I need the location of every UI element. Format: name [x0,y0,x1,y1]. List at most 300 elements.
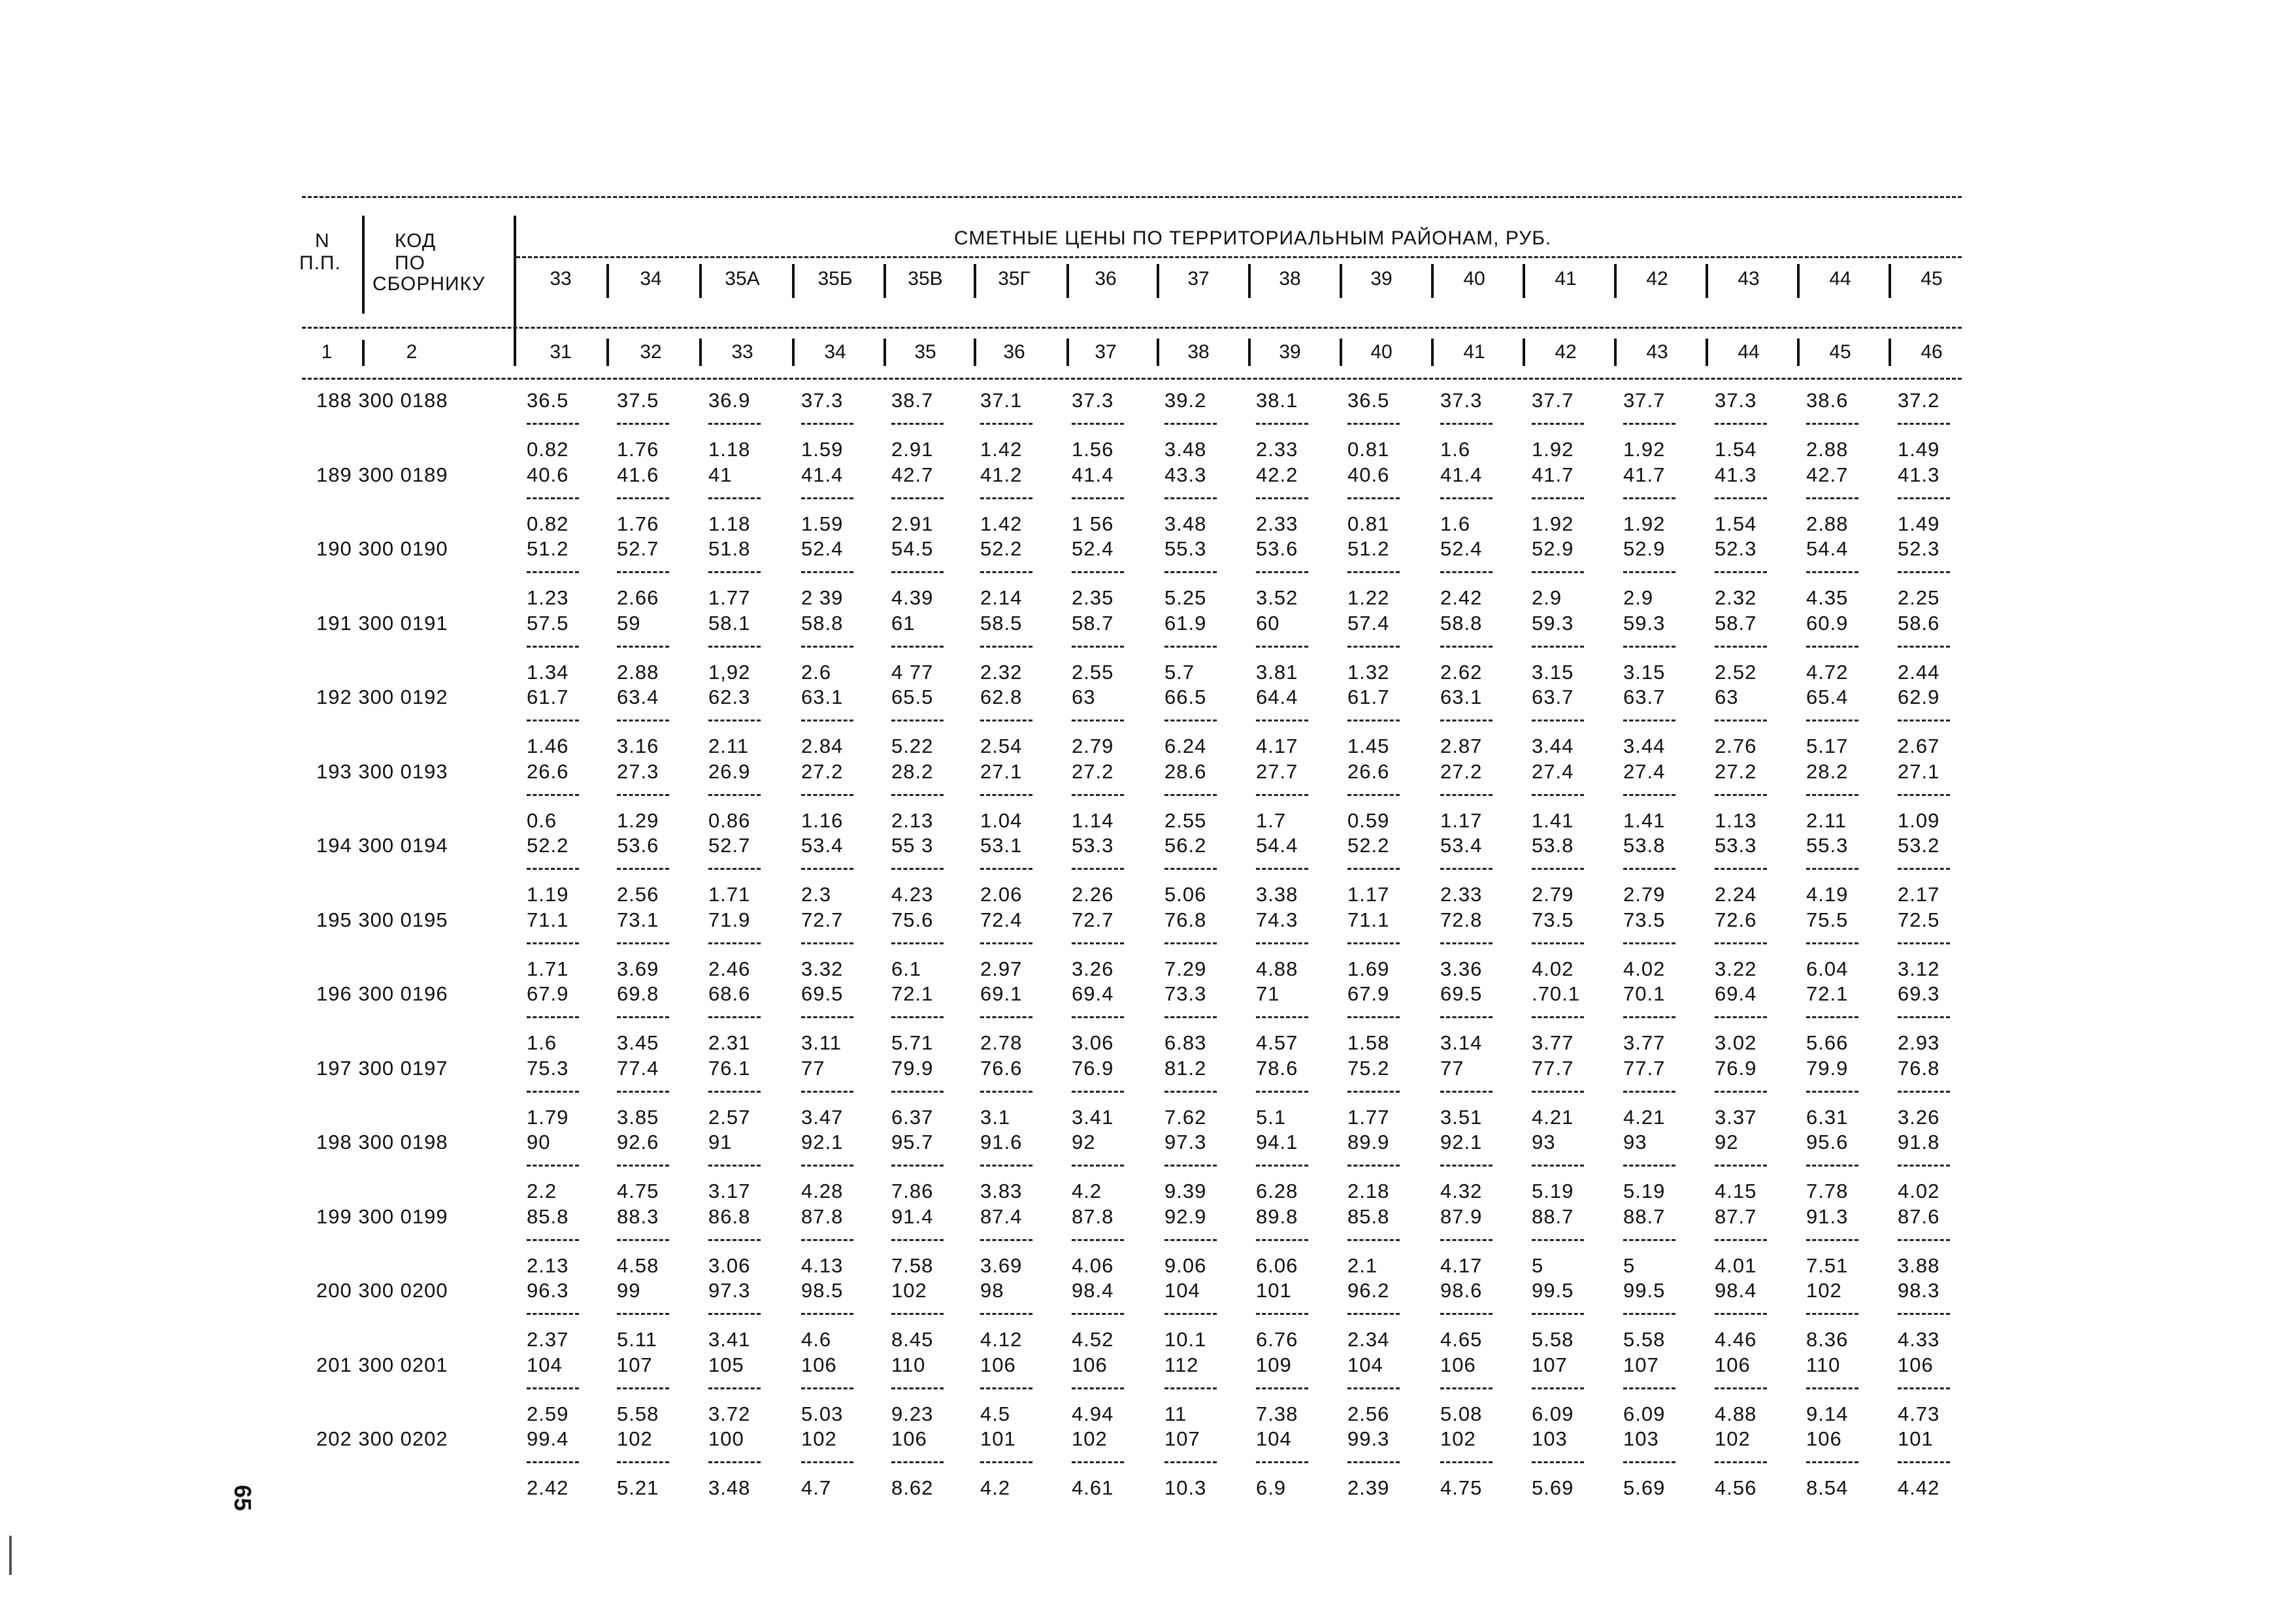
price-coefficient: 4.21 [1532,1105,1574,1129]
price-coefficient: 2.13 [527,1253,569,1277]
price-coefficient: 5.06 [1164,883,1207,906]
price-value: 37.1 [980,389,1023,412]
price-coefficient: 0.82 [527,512,569,535]
price-coefficient: 5.58 [1623,1328,1666,1351]
price-value: 110 [891,1353,926,1376]
price-coefficient: 2 39 [801,586,844,609]
price-value: 52.2 [527,834,569,857]
fraction-bar [1532,720,1584,721]
price-coefficient: 5.69 [1623,1476,1666,1499]
price-coefficient: 1.69 [1347,957,1390,980]
price-value: 91.8 [1898,1131,1940,1153]
price-value: 51.2 [1347,537,1390,560]
price-value: 106 [1072,1353,1108,1376]
price-coefficient: 2.32 [1715,586,1757,609]
district-header-6: 36 [1095,268,1117,290]
fraction-bar [1806,794,1858,796]
price-value: 76.8 [1898,1056,1940,1080]
price-coefficient: 6.9 [1256,1476,1287,1499]
fraction-bar [891,423,944,425]
price-value: 26.6 [1347,759,1390,783]
price-coefficient: 4.42 [1898,1476,1940,1499]
district-header-10: 40 [1463,268,1485,290]
price-value: 38.6 [1806,389,1849,412]
price-value: 37.3 [1440,389,1483,412]
price-value: 102 [801,1427,837,1450]
price-coefficient: 1.34 [527,660,569,684]
price-coefficient: 2.87 [1440,735,1483,757]
fraction-bar [980,646,1032,648]
price-value: 27.7 [1256,759,1298,783]
fraction-bar [980,942,1032,944]
fraction-bar [527,1239,579,1241]
price-coefficient: 1.18 [708,512,751,535]
price-value: 107 [1532,1353,1568,1376]
fraction-bar [1898,646,1950,648]
column-separator [883,264,886,298]
fraction-bar [1072,1239,1124,1241]
price-coefficient: 3.77 [1623,1031,1666,1054]
price-coefficient: 1.6 [1440,438,1471,461]
fraction-bar [1715,942,1767,944]
index-header-15: 46 [1921,341,1943,363]
price-value: 58.6 [1898,611,1940,635]
fraction-bar [1532,571,1584,573]
fraction-bar [617,1165,669,1167]
fraction-bar [980,1239,1032,1241]
price-value: 87.8 [801,1204,844,1228]
price-value: 53.1 [980,834,1023,857]
fraction-bar [980,1091,1032,1093]
price-value: 92.1 [801,1131,844,1153]
price-value: 73.5 [1623,908,1666,931]
price-coefficient: 7.58 [891,1253,934,1277]
fraction-bar [1623,942,1675,944]
price-coefficient: 4.94 [1072,1402,1114,1425]
price-coefficient: 2.32 [980,660,1023,684]
fraction-bar [708,497,761,499]
fraction-bar [1256,571,1308,573]
price-value: 76.1 [708,1056,751,1080]
district-header-0: 33 [550,268,572,290]
fraction-bar [1623,1016,1675,1018]
price-value: 106 [980,1353,1016,1376]
fraction-bar [617,794,669,796]
price-value: 99.5 [1532,1279,1574,1302]
price-value: 53.4 [801,834,844,857]
price-value: 54.4 [1256,834,1298,857]
price-coefficient: 4.28 [801,1180,844,1202]
price-coefficient: 3.15 [1532,660,1574,684]
fraction-bar [1532,1239,1584,1241]
price-coefficient: 4.23 [891,883,934,906]
price-coefficient: 2.44 [1898,660,1940,684]
district-header-13: 43 [1738,268,1760,290]
fraction-bar [1164,571,1217,573]
price-value: 61.9 [1164,611,1207,635]
price-value: 69.5 [801,982,844,1005]
price-coefficient: 2.24 [1715,883,1757,906]
column-separator [1248,339,1251,366]
price-value: 41.7 [1623,463,1666,486]
price-value: 79.9 [1806,1056,1849,1080]
price-coefficient: 3.15 [1623,660,1666,684]
price-value: 67.9 [527,982,569,1005]
column-separator [1523,339,1525,366]
column-separator [1066,339,1069,366]
price-value: 75.2 [1347,1056,1390,1080]
fraction-bar [980,794,1032,796]
fraction-bar [617,1239,669,1241]
fraction-bar [708,1016,761,1018]
fraction-bar [708,423,761,425]
price-value: 64.4 [1256,686,1298,708]
index-header-14: 45 [1829,341,1851,363]
fraction-bar [1532,1313,1584,1315]
fraction-bar [617,1091,669,1093]
fraction-bar [1898,1165,1950,1167]
fraction-bar [1806,646,1858,648]
price-coefficient: 5.19 [1623,1180,1666,1202]
price-value: 27.1 [980,759,1023,783]
row-code: 189 300 0189 [316,463,448,486]
price-value: 98.6 [1440,1279,1483,1302]
fraction-bar [801,423,853,425]
price-value: 26.9 [708,759,751,783]
column-separator [792,339,795,366]
price-value: 88.7 [1532,1204,1574,1228]
price-value: 106 [891,1427,927,1450]
price-coefficient: 3.51 [1440,1105,1483,1129]
price-value: 106 [1898,1353,1934,1376]
fraction-bar [1164,720,1217,721]
price-coefficient: 3.45 [617,1031,659,1054]
row-code: 191 300 0191 [316,611,448,635]
price-value: 74.3 [1256,908,1298,931]
fraction-bar [527,720,579,721]
price-coefficient: 2.55 [1164,808,1207,832]
fraction-bar [1164,1239,1217,1241]
price-value: 99.3 [1347,1427,1390,1450]
fraction-bar [801,1461,853,1463]
fraction-bar [1806,1016,1858,1018]
column-separator [1614,339,1617,366]
price-value: 75.3 [527,1056,569,1080]
price-coefficient: 4.7 [801,1476,832,1499]
fraction-bar [1806,1239,1858,1241]
fraction-bar [1072,868,1124,870]
fraction-bar [1164,1387,1217,1389]
price-coefficient: 3.69 [980,1253,1023,1277]
price-coefficient: 7.62 [1164,1105,1207,1129]
price-value: 89.8 [1256,1204,1298,1228]
column-separator [699,339,702,366]
fraction-bar [1256,1239,1308,1241]
fraction-bar [617,423,669,425]
price-coefficient: 2.33 [1256,512,1298,535]
price-coefficient: 1.92 [1532,438,1574,461]
fraction-bar [1347,1461,1400,1463]
fraction-bar [1440,1313,1493,1315]
price-coefficient: 4.17 [1440,1253,1483,1277]
fraction-bar [1072,1016,1124,1018]
price-coefficient: 1.14 [1072,808,1114,832]
fraction-bar [801,646,853,648]
price-value: 92 [1715,1131,1739,1153]
fraction-bar [891,942,944,944]
price-value: 98.5 [801,1279,844,1302]
fraction-bar [1532,423,1584,425]
price-value: 101 [1898,1427,1934,1450]
price-value: 71.1 [1347,908,1390,931]
fraction-bar [1532,794,1584,796]
fraction-bar [1898,1091,1950,1093]
price-value: 54.4 [1806,537,1849,560]
district-header-5: 35Г [998,268,1031,290]
fraction-bar [527,794,579,796]
title-rule [516,256,1962,258]
price-value: 40.6 [1347,463,1390,486]
price-value: 73.3 [1164,982,1207,1005]
price-coefficient: 7.51 [1806,1253,1849,1277]
price-coefficient: 2.17 [1898,883,1940,906]
fraction-bar [1256,794,1308,796]
price-value: 91 [708,1131,733,1153]
index-header-9: 40 [1370,341,1393,363]
fraction-bar [1715,646,1767,648]
fraction-bar [980,1313,1032,1315]
price-coefficient: 5.25 [1164,586,1207,609]
scan-edge-mark [9,1536,12,1575]
price-coefficient: 4.32 [1440,1180,1483,1202]
fraction-bar [1347,1016,1400,1018]
price-coefficient: 10.1 [1164,1328,1207,1351]
price-coefficient: 3.17 [708,1180,751,1202]
column-separator [1431,264,1434,298]
price-value: 101 [980,1427,1016,1450]
price-value: 53.3 [1072,834,1114,857]
price-coefficient: 8.54 [1806,1476,1849,1499]
price-coefficient: 4.12 [980,1328,1023,1351]
price-value: 53.8 [1623,834,1666,857]
price-value: 103 [1623,1427,1659,1450]
fraction-bar [1623,571,1675,573]
price-coefficient: 3.88 [1898,1253,1940,1277]
price-coefficient: 0.81 [1347,512,1390,535]
row-code: 193 300 0193 [316,759,448,783]
price-coefficient: 5.1 [1256,1105,1287,1129]
fraction-bar [1072,720,1124,721]
price-coefficient: 6.09 [1532,1402,1574,1425]
price-value: 51.2 [527,537,569,560]
price-coefficient: 3.14 [1440,1031,1483,1054]
price-value: 27.4 [1623,759,1666,783]
column-separator [1431,339,1434,366]
price-coefficient: 4.65 [1440,1328,1483,1351]
fraction-bar [1806,1165,1858,1167]
price-value: 28.2 [1806,759,1849,783]
price-coefficient: 3.06 [708,1253,751,1277]
price-coefficient: 1.32 [1347,660,1390,684]
index-header-7: 38 [1187,341,1210,363]
district-header-15: 45 [1921,268,1943,290]
fraction-bar [1347,646,1400,648]
row-code: 200 300 0200 [316,1279,448,1302]
fraction-bar [1715,1165,1767,1167]
price-value: 52.4 [801,537,844,560]
price-coefficient: 5.22 [891,735,934,757]
fraction-bar [708,571,761,573]
price-coefficient: 1.13 [1715,808,1757,832]
fraction-bar [527,942,579,944]
price-value: 36.5 [527,389,569,412]
fraction-bar [1164,646,1217,648]
price-coefficient: 3.48 [1164,512,1207,535]
price-coefficient: 2.56 [617,883,659,906]
price-coefficient: 3.83 [980,1180,1023,1202]
fraction-bar [1806,497,1858,499]
fraction-bar [1806,1387,1858,1389]
price-value: 52.3 [1898,537,1940,560]
price-value: 69.4 [1715,982,1757,1005]
price-coefficient: 4.01 [1715,1253,1757,1277]
price-coefficient: 2.56 [1347,1402,1390,1425]
price-value: 76.9 [1715,1056,1757,1080]
fraction-bar [1347,1239,1400,1241]
fraction-bar [1164,1313,1217,1315]
price-coefficient: 4.15 [1715,1180,1757,1202]
price-value: 87.8 [1072,1204,1114,1228]
fraction-bar [1164,1165,1217,1167]
price-coefficient: 3.38 [1256,883,1298,906]
fraction-bar [1898,942,1950,944]
price-value: 69.4 [1072,982,1114,1005]
price-value: 85.8 [527,1204,569,1228]
price-value: 52.4 [1440,537,1483,560]
price-coefficient: 1.92 [1623,512,1666,535]
price-coefficient: 3.16 [617,735,659,757]
price-value: 77.4 [617,1056,659,1080]
price-coefficient: 2.42 [527,1476,569,1499]
district-header-12: 42 [1646,268,1668,290]
fraction-bar [1806,423,1858,425]
price-value: 86.8 [708,1204,751,1228]
fraction-bar [891,571,944,573]
price-value: 37.3 [801,389,844,412]
fraction-bar [1440,646,1493,648]
header-separator [362,340,365,366]
price-coefficient: 6.37 [891,1105,934,1129]
header-n: N [315,230,330,252]
price-coefficient: 9.06 [1164,1253,1207,1277]
fraction-bar [527,1165,579,1167]
price-value: 110 [1806,1353,1841,1376]
price-value: 69.5 [1440,982,1483,1005]
fraction-bar [980,1016,1032,1018]
price-coefficient: 3.06 [1072,1031,1114,1054]
price-value: 36.9 [708,389,751,412]
fraction-bar [1347,571,1400,573]
price-coefficient: 6.24 [1164,735,1207,757]
header-separator [362,216,365,314]
price-value: 37.7 [1532,389,1574,412]
price-value: 104 [1164,1279,1200,1302]
price-value: 77.7 [1623,1056,1666,1080]
price-value: 91.6 [980,1131,1023,1153]
price-coefficient: 1.23 [527,586,569,609]
price-value: 98.4 [1072,1279,1114,1302]
fraction-bar [1256,423,1308,425]
fraction-bar [891,1387,944,1389]
price-value: 92.6 [617,1131,659,1153]
price-coefficient: 2.25 [1898,586,1940,609]
fraction-bar [891,868,944,870]
price-value: 27.4 [1532,759,1574,783]
price-value: 102 [1715,1427,1751,1450]
price-coefficient: 2.97 [980,957,1023,980]
fraction-bar [708,1461,761,1463]
price-coefficient: 2.06 [980,883,1023,906]
price-coefficient: 2.42 [1440,586,1483,609]
fraction-bar [1164,423,1217,425]
price-coefficient: 1.45 [1347,735,1390,757]
price-coefficient: 4.33 [1898,1328,1940,1351]
price-coefficient: 1.71 [527,957,569,980]
price-coefficient: 1.17 [1440,808,1483,832]
price-value: 27.2 [1715,759,1757,783]
price-coefficient: 8.36 [1806,1328,1849,1351]
fraction-bar [708,1165,761,1167]
price-value: 107 [1164,1427,1200,1450]
fraction-bar [1072,423,1124,425]
price-value: 97.3 [1164,1131,1207,1153]
price-value: 93 [1623,1131,1647,1153]
price-value: 59.3 [1532,611,1574,635]
price-value: 52.7 [708,834,751,857]
price-coefficient: 1.19 [527,883,569,906]
price-coefficient: 2.9 [1623,586,1654,609]
fraction-bar [527,1461,579,1463]
price-coefficient: 0.59 [1347,808,1390,832]
index-header-10: 41 [1463,341,1485,363]
price-value: 57.4 [1347,611,1390,635]
price-value: 27.2 [1072,759,1114,783]
price-coefficient: 3.48 [1164,438,1207,461]
price-value: 63.1 [1440,686,1483,708]
price-coefficient: 4.56 [1715,1476,1757,1499]
fraction-bar [980,868,1032,870]
price-value: 89.9 [1347,1131,1390,1153]
fraction-bar [891,1091,944,1093]
fraction-bar [527,1091,579,1093]
price-value: 102 [617,1427,653,1450]
fraction-bar [527,868,579,870]
fraction-bar [1256,1387,1308,1389]
price-value: 52.9 [1532,537,1574,560]
price-coefficient: 1.09 [1898,808,1940,832]
price-coefficient: 2.91 [891,512,934,535]
fraction-bar [1072,794,1124,796]
price-coefficient: 2.54 [980,735,1023,757]
price-value: 28.6 [1164,759,1207,783]
price-value: 85.8 [1347,1204,1390,1228]
price-coefficient: 0.86 [708,808,751,832]
price-coefficient: 2.6 [801,660,832,684]
price-value: 36.5 [1347,389,1390,412]
price-value: 59.3 [1623,611,1666,635]
fraction-bar [1715,1239,1767,1241]
fraction-bar [1256,1016,1308,1018]
